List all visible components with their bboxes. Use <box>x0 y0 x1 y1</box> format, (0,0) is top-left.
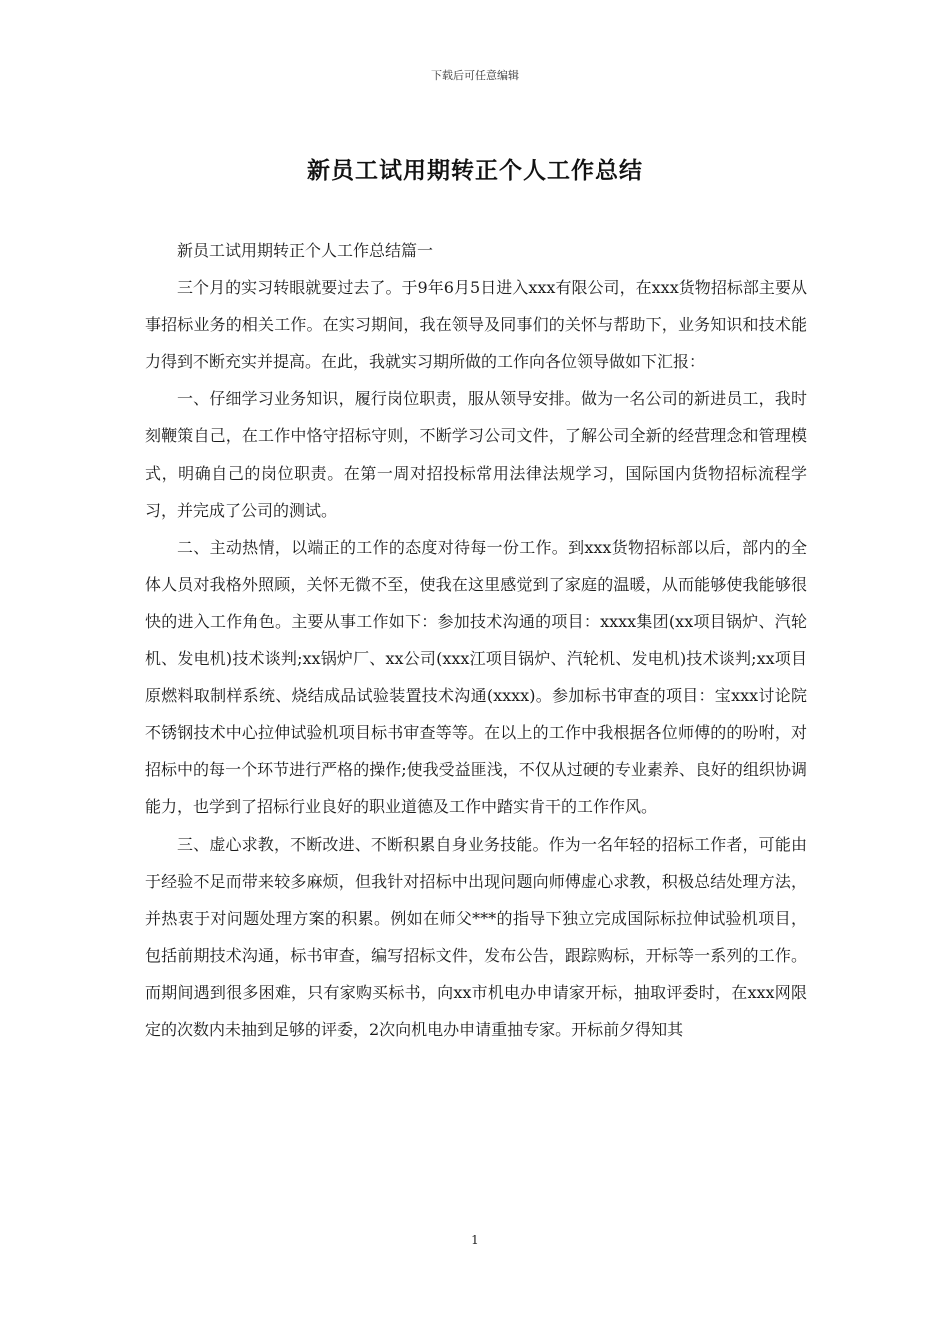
section-heading: 新员工试用期转正个人工作总结篇一 <box>177 241 434 260</box>
document-title: 新员工试用期转正个人工作总结 <box>307 158 643 184</box>
body-paragraph: 三个月的实习转眼就要过去了。于9年6月5日进入xxx有限公司，在xxx货物招标部主要从事招标业务的相关工作。在实习期间，我在领导及同事们的关怀与帮助下，业务知识和技术能力得到不断充实并提高。在此，我就实习期所做的工作向各位领导做如下汇报： <box>145 278 807 372</box>
document-body <box>145 232 807 1048</box>
body-paragraph: 二、主动热情，以端正的工作的态度对待每一份工作。到xxx货物招标部以后，部内的全体人员对我格外照顾，关怀无微不至，使我在这里感觉到了家庭的温暖，从而能够使我能够很快的进入工作角色。主要从事工作如下：参加技术沟通的项目：xxxx集团(xx项目锅炉、汽轮机、发电机)技术谈判;xx锅炉厂、xx公司(xxx江项目锅炉、汽轮机、发电机)技术谈判;xx项目原燃料取制样系统、烧结成品试验装置技术沟通(xxxx)。参加标书审查的项目：宝xxx讨论院不锈钢技术中心拉伸试验机项目标书审查等等。在以上的工作中我根据各位师傅的的吩咐，对招标中的每一个环节进行严格的操作;使我受益匪浅，不仅从过硬的专业素养、良好的组织协调能力，也学到了招标行业良好的职业道德及工作中踏实肯干的工作作风。 <box>145 537 807 817</box>
body-paragraph: 三、虚心求教，不断改进、不断积累自身业务技能。作为一名年轻的招标工作者，可能由于经验不足而带来较多麻烦，但我针对招标中出现问题向师傅虚心求教，积极总结处理方法，并热衷于对问题处理方案的积累。例如在师父***的指导下独立完成国际标拉伸试验机项目，包括前期技术沟通，标书审查，编写招标文件，发布公告，跟踪购标，开标等一系列的工作。而期间遇到很多困难，只有家购买标书，向xx市机电办申请家开标，抽取评委时，在xxx网限定的次数内未抽到足够的评委，2次向机电办申请重抽专家。开标前夕得知其 <box>145 834 807 1039</box>
page-number: 1 <box>471 1233 479 1247</box>
body-paragraph: 一、仔细学习业务知识，履行岗位职责，服从领导安排。做为一名公司的新进员工，我时刻鞭策自己，在工作中恪守招标守则，不断学习公司文件，了解公司全新的经营理念和管理模式，明确自己的岗位职责。在第一周对招投标常用法律法规学习，国际国内货物招标流程学习，并完成了公司的测试。 <box>145 389 807 520</box>
header-note: 下载后可任意编辑 <box>431 69 519 82</box>
